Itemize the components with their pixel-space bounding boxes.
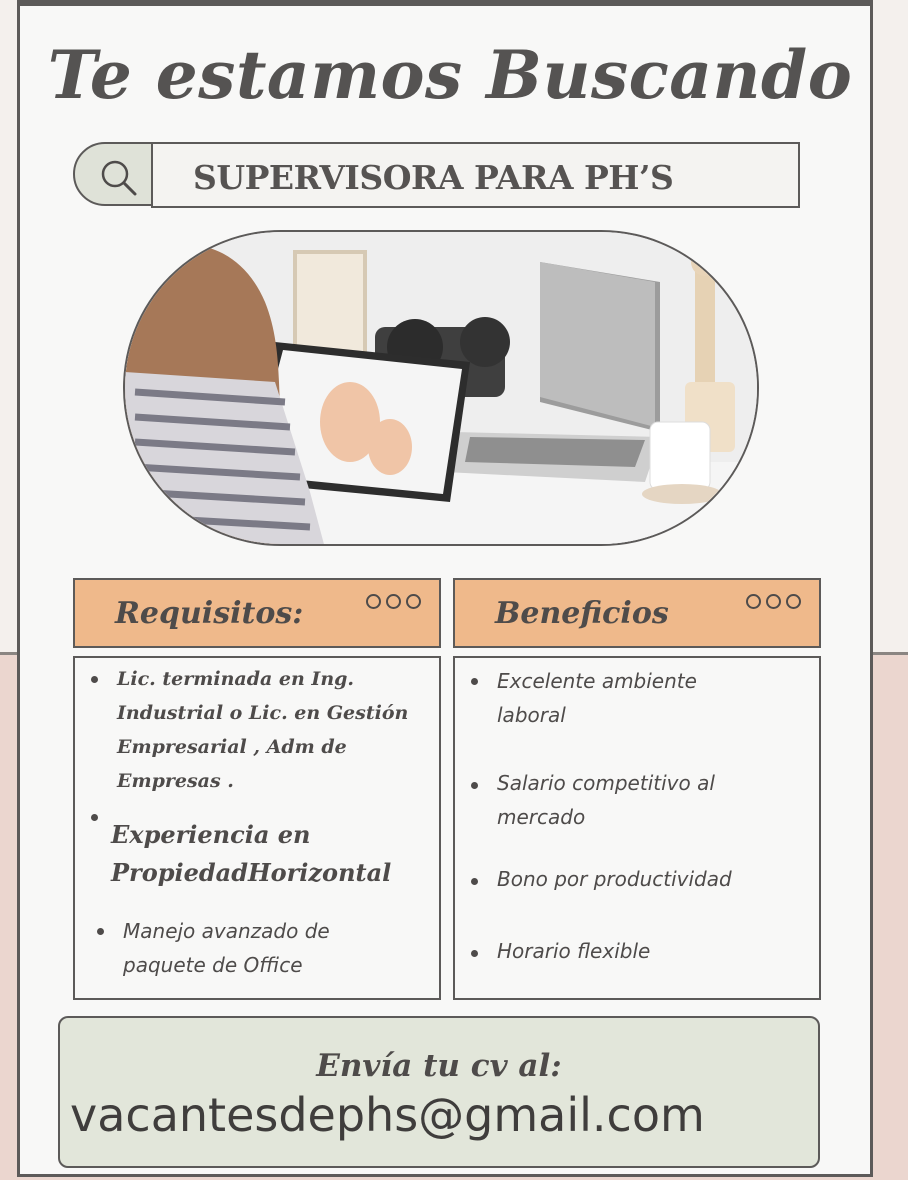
mug (642, 422, 722, 504)
search-pill (73, 142, 163, 206)
window-dots (366, 594, 421, 609)
poster-title: Te estamos Buscando (47, 36, 853, 114)
bullet-icon (91, 814, 98, 821)
bullet-icon (471, 782, 478, 789)
benefit-line: Salario competitivo al (497, 771, 715, 795)
requirement-line: PropiedadHorizontal (111, 858, 392, 887)
dot-icon (766, 594, 781, 609)
window-dots (746, 594, 801, 609)
benefits-header (453, 578, 821, 648)
requirement-line: Lic. terminada en Ing. (117, 668, 355, 690)
requirement-line: Empresas . (117, 770, 234, 792)
dot-icon (386, 594, 401, 609)
dot-icon (746, 594, 761, 609)
requirement-line: Experiencia en (111, 820, 311, 849)
search-query: SUPERVISORA PARA PH’S (193, 158, 674, 197)
bullet-icon (471, 878, 478, 885)
requirement-line: paquete de Office (123, 953, 303, 977)
benefit-line: Excelente ambiente (497, 669, 697, 693)
requirement-line: Industrial o Lic. en Gestión (117, 702, 409, 724)
benefit-line: mercado (497, 805, 586, 829)
benefits-body (453, 656, 821, 1000)
benefit-line: laboral (497, 703, 566, 727)
bullet-icon (97, 928, 104, 935)
requirements-heading: Requisitos: (115, 596, 304, 631)
photo-illustration (125, 232, 759, 546)
benefit-line: Bono por productividad (497, 867, 732, 891)
search-bar[interactable] (73, 142, 800, 208)
contact-email[interactable]: vacantesdephs@gmail.com (70, 1088, 705, 1142)
requirement-line: Empresarial , Adm de (117, 736, 347, 758)
search-icon (97, 156, 141, 200)
benefit-line: Horario flexible (497, 939, 651, 963)
requirements-header (73, 578, 441, 648)
bullet-icon (471, 678, 478, 685)
bullet-icon (471, 950, 478, 957)
benefits-heading: Beneficios (495, 596, 669, 631)
search-field[interactable] (151, 142, 800, 208)
job-poster (17, 0, 873, 1177)
contact-box (58, 1016, 820, 1168)
hero-photo (123, 230, 759, 546)
contact-label: Envía tu cv al: (316, 1048, 562, 1084)
requirements-body (73, 656, 441, 1000)
dot-icon (786, 594, 801, 609)
dot-icon (406, 594, 421, 609)
dot-icon (366, 594, 381, 609)
requirement-line: Manejo avanzado de (123, 919, 330, 943)
bullet-icon (91, 676, 98, 683)
